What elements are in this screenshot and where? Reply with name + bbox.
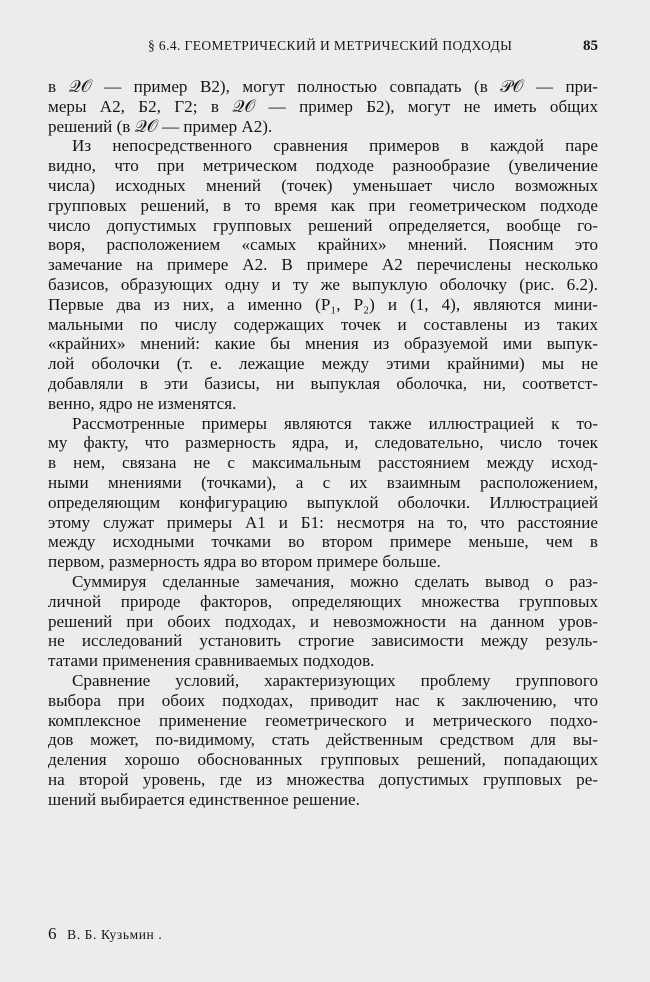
text-line: ными мнениями (точками), а с их взаимным расположением, bbox=[48, 472, 598, 492]
paragraph-continuation bbox=[48, 77, 598, 136]
text-line: му факту, что размерность ядра, и, следовательно, число точек bbox=[48, 433, 598, 453]
text-line: этому служат примеры А1 и Б1: несмотря на то, что расстояние bbox=[48, 512, 598, 532]
text-line: шений выбирается единственное решение. bbox=[48, 789, 360, 809]
text-line: татами применения сравниваемых подходов. bbox=[48, 651, 375, 671]
signature-text: В. Б. Кузьмин . bbox=[67, 927, 163, 942]
paragraph-comparison bbox=[48, 136, 598, 413]
text-line: комплексное применение геометрического и метрического подхо- bbox=[48, 710, 598, 730]
text-line: Сравнение условий, характеризующих проблему группового bbox=[72, 670, 598, 690]
text-line: между исходными точками во втором примере меньше, чем в bbox=[48, 532, 598, 552]
page-number: 85 bbox=[583, 38, 598, 54]
text-line: Из непосредственного сравнения примеров в каждой паре bbox=[72, 136, 598, 156]
text-line: первом, размерность ядра во втором примере больше. bbox=[48, 552, 441, 572]
text-line: выбора при обоих подходах, приводит нас к заключению, что bbox=[48, 690, 598, 710]
text-line: групповых решений, в то время как при геометрическом подходе bbox=[48, 195, 598, 215]
paragraph-dimension bbox=[48, 414, 598, 572]
text-line: в 𝒬𝒪 — пример В2), могут полностью совпадать (в 𝒫𝒪 — при- bbox=[48, 77, 598, 96]
paragraph-conclusion bbox=[48, 671, 598, 810]
text-line: «крайних» мнений: какие бы мнения из образуемой ими выпук- bbox=[48, 334, 598, 354]
text-line: Первые два из них, а именно (P₁, P₂) и (1, 4), являются мини- bbox=[48, 294, 598, 314]
body-text bbox=[48, 77, 598, 809]
text-line: числа) исходных мнений (точек) уменьшает число возможных bbox=[48, 175, 598, 195]
text-line: базисов, образующих одну и ту же выпуклую оболочку (рис. 6.2). bbox=[48, 274, 598, 294]
text-line: не исследований установить строгие зависимости между резуль- bbox=[48, 631, 598, 651]
text-line: решений (в 𝒬𝒪 — пример А2). bbox=[48, 116, 273, 136]
text-line: Суммируя сделанные замечания, можно сделать вывод о раз- bbox=[72, 571, 598, 591]
running-title: § 6.4. ГЕОМЕТРИЧЕСКИЙ И МЕТРИЧЕСКИЙ ПОДХОДЫ bbox=[148, 38, 513, 53]
text-line: решений при обоих подходах, и невозможности на данном уров- bbox=[48, 611, 598, 631]
text-line: замечание на примере А2. В примере А2 перечислены несколько bbox=[48, 255, 598, 275]
text-line: деления хорошо обоснованных групповых решений, попадающих bbox=[48, 750, 598, 770]
text-line: определяющим конфигурацию выпуклой оболочки. Иллюстрацией bbox=[48, 492, 598, 512]
text-line: меры А2, Б2, Г2; в 𝒬𝒪 — пример Б2), могут не иметь общих bbox=[48, 96, 598, 116]
text-line: венно, ядро не изменятся. bbox=[48, 393, 237, 413]
text-line: воря, расположением «самых крайних» мнений. Поясним это bbox=[48, 235, 598, 255]
text-line: личной природе факторов, определяющих множества групповых bbox=[48, 591, 598, 611]
text-line: добавляли в эти базисы, ни выпуклая оболочка, ни, соответст- bbox=[48, 373, 598, 393]
text-line: видно, что при метрическом подходе разнообразие (увеличение bbox=[48, 156, 598, 176]
text-line: число допустимых групповых решений определяется, вообще го- bbox=[48, 215, 598, 235]
text-line: в нем, связана не с максимальным расстоянием между исход- bbox=[48, 453, 598, 473]
text-line: на второй уровень, где из множества допустимых групповых ре- bbox=[48, 769, 598, 789]
running-head bbox=[48, 38, 598, 58]
text-line: Рассмотренные примеры являются также иллюстрацией к то- bbox=[72, 413, 598, 433]
text-line: мальными по числу содержащих точек и составлены из таких bbox=[48, 314, 598, 334]
text-line: дов может, по-видимому, стать действенным средством для вы- bbox=[48, 730, 598, 750]
paragraph-summary bbox=[48, 572, 598, 671]
signature-number: 6 bbox=[48, 924, 58, 943]
signature-mark bbox=[48, 924, 162, 944]
text-line: лой оболочки (т. е. лежащие между этими крайними) мы не bbox=[48, 354, 598, 374]
